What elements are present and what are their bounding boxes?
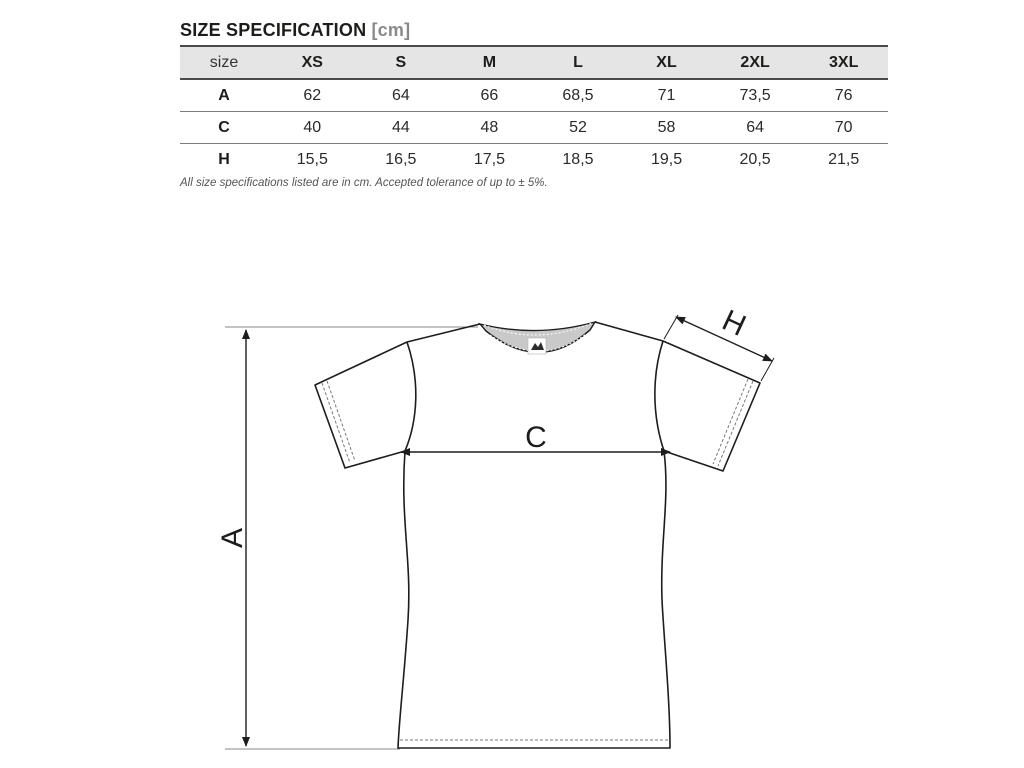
row-key: H [218,150,230,168]
dimension-label-h: H [717,303,751,343]
size-header-3xl: 3XL [799,46,888,79]
table-cell: 17,5 [473,150,505,168]
tolerance-note: All size specifications listed are in cm. Accepted tolerance of up to ± 5%. [180,177,548,189]
size-header-s: S [357,46,446,79]
table-cell: 64 [711,112,800,144]
table-cell: 48 [445,112,534,144]
size-header-xl: XL [622,46,711,79]
table-cell: 40 [268,112,357,144]
table-cell: 73,5 [711,79,800,112]
table-cell: 68,5 [534,79,623,112]
size-header-m: M [445,46,534,79]
title-text: SIZE SPECIFICATION [180,20,367,40]
table-cell: 20,5 [739,150,771,168]
table-cell: 64 [357,79,446,112]
table-cell: 52 [534,112,623,144]
table-cell: 70 [799,112,888,144]
table-cell: 21,5 [828,150,860,168]
table-cell: 58 [622,112,711,144]
size-header-2xl: 2XL [711,46,800,79]
title-unit: [cm] [371,20,411,40]
h-extension-line-1 [664,315,678,339]
row-key: C [180,112,268,144]
dimension-label-a: A [216,527,249,549]
table-cell: 62 [268,79,357,112]
h-extension-line-2 [761,358,774,381]
size-column-header: size [180,46,268,79]
table-cell: 18,5 [562,150,594,168]
table-cell: 15,5 [296,150,328,168]
table-cell: 76 [799,79,888,112]
size-header-l: L [534,46,623,79]
table-cell: 66 [445,79,534,112]
table-cell: 16,5 [385,150,417,168]
table-cell: 44 [357,112,446,144]
row-key: A [180,79,268,112]
neck-label [528,338,546,354]
right-armhole-seam [655,341,664,451]
tshirt-outline [315,322,760,748]
dimension-label-c: C [525,421,547,454]
size-header-xs: XS [268,46,357,79]
left-armhole-seam [405,342,416,451]
tshirt-body [315,322,760,748]
table-cell: 71 [622,79,711,112]
table-cell: 19,5 [650,150,683,168]
